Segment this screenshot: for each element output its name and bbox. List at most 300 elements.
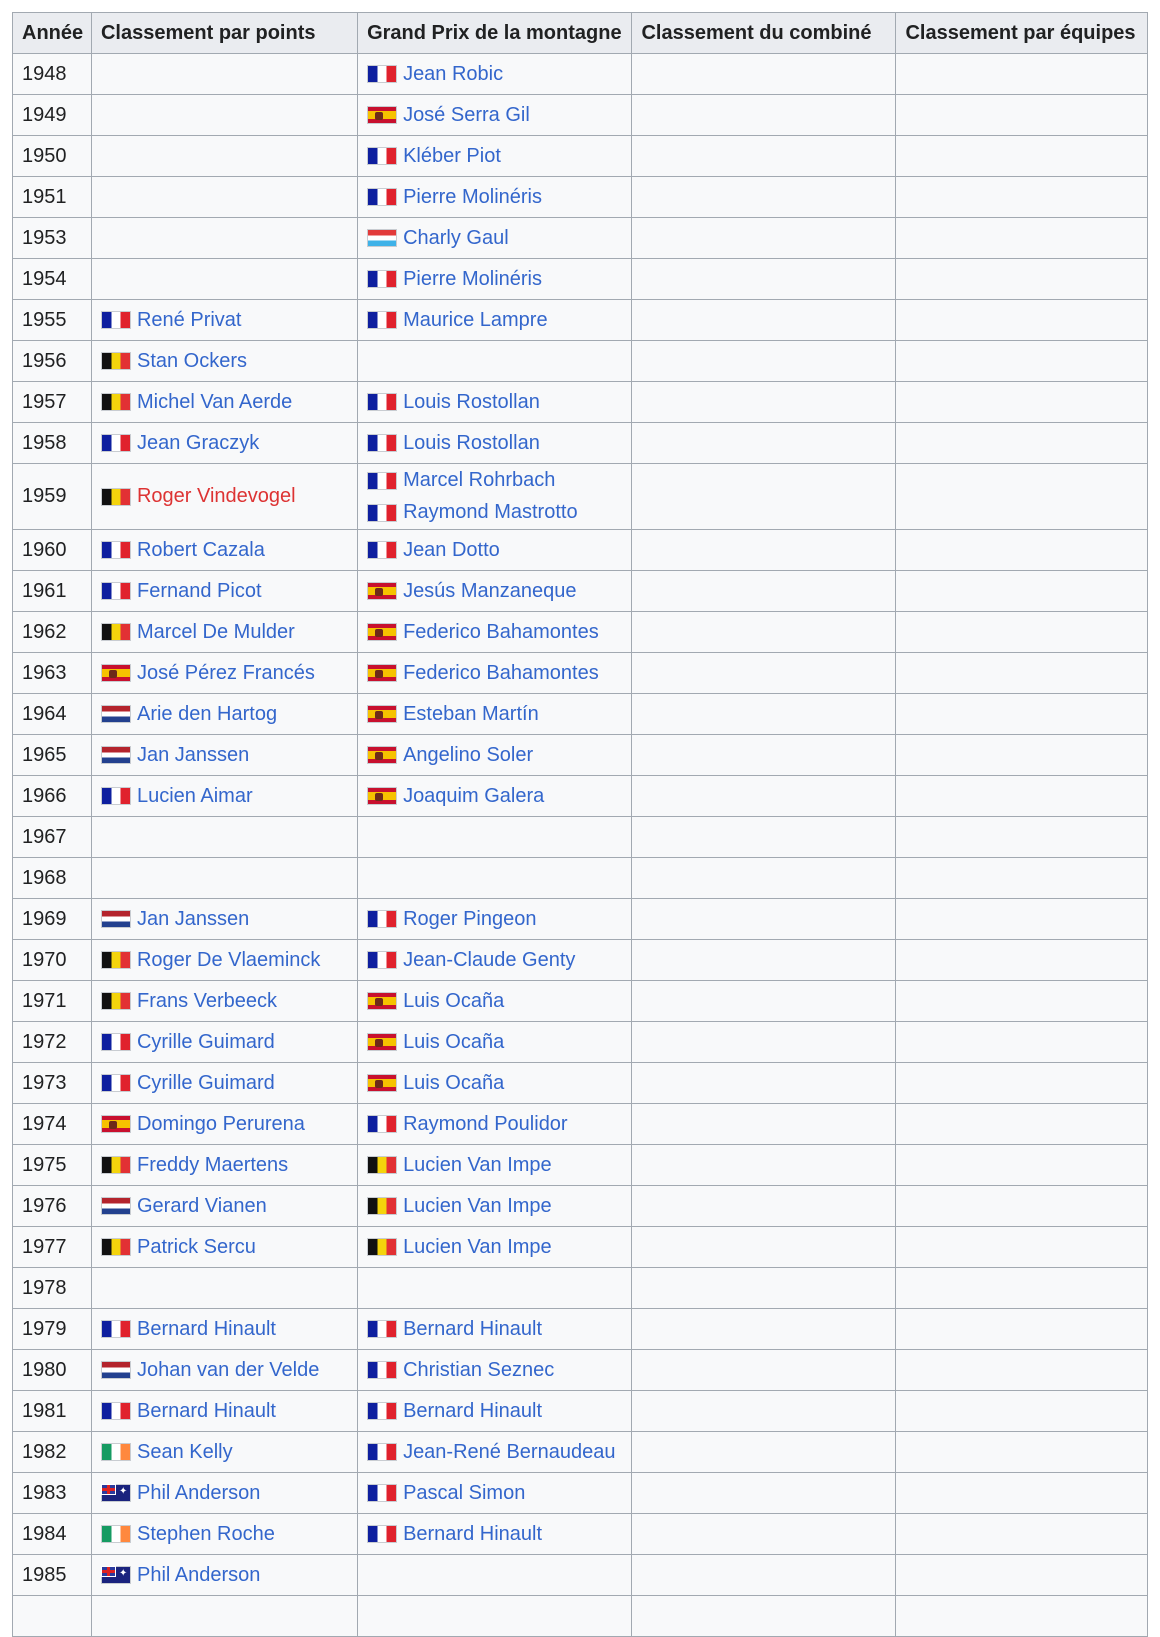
rider-link[interactable]: Robert Cazala [136,538,265,561]
rider-entry [101,1313,348,1345]
points-cell [91,1596,357,1637]
rider-link[interactable]: Jean-Claude Genty [403,948,576,971]
belgium-flag-icon [101,951,131,969]
rider-link[interactable]: Bernard Hinault [403,1399,543,1422]
france-flag-icon [367,393,397,411]
rider-link[interactable]: Bernard Hinault [403,1317,543,1340]
combined-cell [632,776,896,817]
year-cell: 1975 [13,1145,92,1186]
rider-link[interactable]: Freddy Maertens [136,1153,289,1176]
year-cell: 1982 [13,1432,92,1473]
points-cell [91,858,357,899]
teams-cell [896,382,1148,423]
year-cell [13,1596,92,1637]
luxembourg-flag-icon [367,229,397,247]
rider-link[interactable]: Lucien Aimar [136,784,253,807]
year-cell: 1956 [13,341,92,382]
rider-link[interactable]: Raymond Mastrotto [403,501,578,523]
rider-entry [367,780,622,812]
rider-link[interactable]: Michel Van Aerde [136,390,293,413]
rider-entry [101,616,348,648]
mountain-cell [358,1022,632,1063]
mountain-cell [358,341,632,382]
combined-cell [632,981,896,1022]
mountain-cell [358,981,632,1022]
points-cell [91,817,357,858]
mountain-cell [358,940,632,981]
france-flag-icon [367,434,397,452]
table-row [13,423,1148,464]
rider-entry [101,1067,348,1099]
belgium-flag-icon [367,1197,397,1215]
points-cell [91,136,357,177]
table-row [13,259,1148,300]
france-flag-icon [101,541,131,559]
teams-cell [896,259,1148,300]
combined-cell [632,817,896,858]
teams-cell [896,817,1148,858]
netherlands-flag-icon [101,1361,131,1379]
rider-link[interactable]: Lucien Van Impe [403,1235,552,1258]
rider-entry [101,1026,348,1058]
table-row [13,1391,1148,1432]
table-row [13,1186,1148,1227]
rider-entry [367,944,622,976]
teams-cell [896,1186,1148,1227]
points-cell [91,1350,357,1391]
france-flag-icon [367,504,397,522]
combined-cell [632,1104,896,1145]
points-cell [91,54,357,95]
france-flag-icon [367,1484,397,1502]
table-row [13,1227,1148,1268]
header-combined: Classement du combiné [632,13,896,54]
year-cell: 1972 [13,1022,92,1063]
table-row [13,95,1148,136]
teams-cell [896,300,1148,341]
combined-cell [632,54,896,95]
rider-entry [367,181,622,213]
points-cell [91,1268,357,1309]
year-cell: 1963 [13,653,92,694]
header-teams: Classement par équipes [896,13,1148,54]
rider-link[interactable]: Luis Ocaña [403,989,505,1012]
spain-flag-icon [367,992,397,1010]
rider-link[interactable]: Angelino Soler [403,743,534,766]
points-cell [91,341,357,382]
australia-flag-icon [101,1484,131,1502]
rider-link[interactable]: Roger Vindevogel [136,485,296,507]
rider-link[interactable]: Gerard Vianen [136,1194,267,1217]
year-cell: 1966 [13,776,92,817]
table-row [13,1473,1148,1514]
combined-cell [632,423,896,464]
table-row [13,218,1148,259]
year-cell: 1955 [13,300,92,341]
mountain-cell [358,571,632,612]
spain-flag-icon [101,1115,131,1133]
table-row [13,530,1148,571]
rider-link[interactable]: Louis Rostollan [403,431,540,454]
year-cell: 1977 [13,1227,92,1268]
rider-link[interactable]: Federico Bahamontes [403,620,599,643]
ireland-flag-icon [101,1525,131,1543]
rider-link[interactable]: Esteban Martín [403,702,539,725]
teams-cell [896,1145,1148,1186]
rider-link[interactable]: Joaquim Galera [403,784,545,807]
mountain-cell [358,1145,632,1186]
teams-cell [896,735,1148,776]
points-cell [91,423,357,464]
table-row [13,1350,1148,1391]
france-flag-icon [367,951,397,969]
rider-link[interactable]: Arie den Hartog [136,702,278,725]
rider-link[interactable]: Jan Janssen [136,907,250,930]
rider-link[interactable]: Jan Janssen [136,743,250,766]
rider-link[interactable]: Phil Anderson [136,1481,261,1504]
teams-cell [896,1514,1148,1555]
points-cell [91,1391,357,1432]
rider-link[interactable]: Fernand Picot [136,579,262,602]
rider-entry [367,1149,622,1181]
year-cell: 1985 [13,1555,92,1596]
france-flag-icon [101,787,131,805]
spain-flag-icon [367,705,397,723]
year-cell: 1980 [13,1350,92,1391]
header-points: Classement par points [91,13,357,54]
teams-cell [896,776,1148,817]
points-cell [91,177,357,218]
points-cell [91,95,357,136]
rider-entry [367,304,622,336]
rider-link[interactable]: Jean Graczyk [136,431,260,454]
year-cell: 1969 [13,899,92,940]
rider-entry [367,99,622,131]
rider-entry [101,1559,348,1591]
points-cell [91,940,357,981]
rider-entry [101,1231,348,1263]
france-flag-icon [367,1361,397,1379]
rider-entry [367,1354,622,1386]
rider-link[interactable]: Domingo Perurena [136,1112,305,1135]
table-row [13,735,1148,776]
mountain-cell [358,1473,632,1514]
france-flag-icon [101,434,131,452]
points-cell [91,218,357,259]
france-flag-icon [367,541,397,559]
combined-cell [632,1514,896,1555]
combined-cell [632,1063,896,1104]
mountain-cell [358,300,632,341]
table-row [13,1555,1148,1596]
mountain-cell [358,1268,632,1309]
mountain-cell [358,1186,632,1227]
rider-link[interactable]: Pierre Molinéris [403,185,542,208]
points-cell [91,735,357,776]
combined-cell [632,1391,896,1432]
year-cell: 1976 [13,1186,92,1227]
rider-link[interactable]: José Pérez Francés [136,661,315,684]
france-flag-icon [101,1320,131,1338]
rider-link[interactable]: Sean Kelly [136,1440,233,1463]
combined-cell [632,464,896,530]
combined-cell [632,1227,896,1268]
points-cell [91,300,357,341]
rider-entry [101,657,348,689]
year-cell: 1961 [13,571,92,612]
teams-cell [896,1473,1148,1514]
points-cell [91,694,357,735]
spain-flag-icon [367,106,397,124]
year-cell: 1954 [13,259,92,300]
rider-entry [367,985,622,1017]
france-flag-icon [367,65,397,83]
rider-entry [101,427,348,459]
table-row [13,341,1148,382]
points-cell [91,382,357,423]
netherlands-flag-icon [101,705,131,723]
table-row [13,1063,1148,1104]
rider-entry [101,1190,348,1222]
france-flag-icon [367,311,397,329]
rider-entry [367,1477,622,1509]
rider-entry [367,1067,622,1099]
points-cell [91,1063,357,1104]
rider-entry [367,1313,622,1345]
combined-cell [632,940,896,981]
netherlands-flag-icon [101,746,131,764]
rider-link[interactable]: Luis Ocaña [403,1071,505,1094]
rider-entry [101,1395,348,1427]
year-cell: 1970 [13,940,92,981]
table-row [13,694,1148,735]
table-row [13,858,1148,899]
table-row [13,571,1148,612]
table-row [13,612,1148,653]
mountain-cell [358,259,632,300]
rider-link[interactable]: Pascal Simon [403,1481,526,1504]
rider-link[interactable]: Stan Ockers [136,349,248,372]
mountain-cell [358,177,632,218]
points-cell [91,1555,357,1596]
rider-entry [367,903,622,935]
rider-entry [367,1395,622,1427]
year-cell: 1983 [13,1473,92,1514]
results-table [12,12,1148,1637]
year-cell: 1953 [13,218,92,259]
rider-link[interactable]: José Serra Gil [403,103,530,126]
year-cell: 1979 [13,1309,92,1350]
spain-flag-icon [367,582,397,600]
mountain-cell [358,735,632,776]
france-flag-icon [367,910,397,928]
rider-entry [367,263,622,295]
year-cell: 1984 [13,1514,92,1555]
france-flag-icon [101,1402,131,1420]
combined-cell [632,899,896,940]
rider-link[interactable]: Federico Bahamontes [403,661,599,684]
teams-cell [896,653,1148,694]
mountain-cell [358,817,632,858]
rider-link[interactable]: Marcel De Mulder [136,620,295,643]
belgium-flag-icon [101,992,131,1010]
points-cell [91,530,357,571]
france-flag-icon [367,472,397,490]
rider-link[interactable]: Maurice Lampre [403,308,548,331]
rider-link[interactable]: Roger Pingeon [403,907,537,930]
year-cell: 1964 [13,694,92,735]
rider-link[interactable]: Stephen Roche [136,1522,275,1545]
rider-link[interactable]: Bernard Hinault [403,1522,543,1545]
combined-cell [632,136,896,177]
year-cell: 1962 [13,612,92,653]
combined-cell [632,1022,896,1063]
rider-entry [367,386,622,418]
table-row [13,1432,1148,1473]
rider-entry [367,698,622,730]
teams-cell [896,1268,1148,1309]
rider-link[interactable]: Bernard Hinault [136,1317,276,1340]
year-cell: 1971 [13,981,92,1022]
rider-link[interactable]: Jean-René Bernaudeau [403,1440,616,1463]
mountain-cell [358,1350,632,1391]
rider-link[interactable]: Lucien Van Impe [403,1194,552,1217]
teams-cell [896,940,1148,981]
rider-link[interactable]: Johan van der Velde [136,1358,320,1381]
rider-link[interactable]: Jean Dotto [403,538,500,561]
mountain-cell [358,218,632,259]
combined-cell [632,1555,896,1596]
rider-entry [367,1436,622,1468]
spain-flag-icon [101,664,131,682]
rider-link[interactable]: Marcel Rohrbach [403,469,556,491]
points-cell [91,1186,357,1227]
table-row [13,1514,1148,1555]
combined-cell [632,1350,896,1391]
rider-link[interactable]: Louis Rostollan [403,390,540,413]
rider-link[interactable]: Cyrille Guimard [136,1030,275,1053]
points-cell [91,1022,357,1063]
rider-entry [367,739,622,771]
belgium-flag-icon [101,1238,131,1256]
rider-link[interactable]: Christian Seznec [403,1358,555,1381]
belgium-flag-icon [101,623,131,641]
mountain-cell [358,1104,632,1145]
rider-link[interactable]: Kléber Piot [403,144,501,167]
france-flag-icon [367,147,397,165]
combined-cell [632,1309,896,1350]
rider-entry [367,427,622,459]
mountain-cell [358,1596,632,1637]
mountain-cell [358,694,632,735]
combined-cell [632,1473,896,1514]
spain-flag-icon [367,746,397,764]
table-row [13,300,1148,341]
rider-entry [367,1190,622,1222]
mountain-cell [358,423,632,464]
combined-cell [632,382,896,423]
rider-link[interactable]: Charly Gaul [403,226,509,249]
rider-entry [367,58,622,90]
spain-flag-icon [367,1033,397,1051]
belgium-flag-icon [367,1238,397,1256]
rider-link[interactable]: Roger De Vlaeminck [136,948,321,971]
rider-link[interactable]: René Privat [136,308,242,331]
teams-cell [896,136,1148,177]
points-cell [91,1432,357,1473]
rider-entry [101,575,348,607]
mountain-cell [358,1063,632,1104]
combined-cell [632,300,896,341]
france-flag-icon [367,1402,397,1420]
rider-link[interactable]: Jesús Manzaneque [403,579,577,602]
rider-entry [367,534,622,566]
mountain-cell [358,653,632,694]
year-cell: 1973 [13,1063,92,1104]
belgium-flag-icon [101,1156,131,1174]
points-cell [91,1473,357,1514]
table-row [13,1596,1148,1637]
table-row [13,1309,1148,1350]
teams-cell [896,54,1148,95]
rider-link[interactable]: Luis Ocaña [403,1030,505,1053]
rider-link[interactable]: Lucien Van Impe [403,1153,552,1176]
rider-link[interactable]: Phil Anderson [136,1563,261,1586]
rider-entry [101,345,348,377]
ireland-flag-icon [101,1443,131,1461]
rider-link[interactable]: Pierre Molinéris [403,267,542,290]
teams-cell [896,177,1148,218]
year-cell: 1960 [13,530,92,571]
year-cell: 1958 [13,423,92,464]
france-flag-icon [367,188,397,206]
rider-link[interactable]: Cyrille Guimard [136,1071,275,1094]
spain-flag-icon [367,787,397,805]
mountain-cell [358,136,632,177]
teams-cell [896,1309,1148,1350]
teams-cell [896,464,1148,530]
rider-entry [367,1518,622,1550]
points-cell [91,1145,357,1186]
australia-flag-icon [101,1566,131,1584]
teams-cell [896,571,1148,612]
teams-cell [896,341,1148,382]
table-row [13,1022,1148,1063]
combined-cell [632,218,896,259]
teams-cell [896,1555,1148,1596]
rider-entry [101,985,348,1017]
table-body [13,54,1148,1637]
combined-cell [632,1186,896,1227]
rider-entry [367,465,622,497]
rider-link[interactable]: Frans Verbeeck [136,989,278,1012]
points-cell [91,1104,357,1145]
combined-cell [632,1596,896,1637]
points-cell [91,571,357,612]
rider-link[interactable]: Bernard Hinault [136,1399,276,1422]
france-flag-icon [367,1525,397,1543]
france-flag-icon [367,1115,397,1133]
rider-link[interactable]: Raymond Poulidor [403,1112,568,1135]
rider-link[interactable]: Patrick Sercu [136,1235,256,1258]
year-cell: 1978 [13,1268,92,1309]
header-year: Année [13,13,92,54]
combined-cell [632,530,896,571]
rider-link[interactable]: Jean Robic [403,62,504,85]
combined-cell [632,653,896,694]
points-cell [91,1309,357,1350]
spain-flag-icon [367,623,397,641]
